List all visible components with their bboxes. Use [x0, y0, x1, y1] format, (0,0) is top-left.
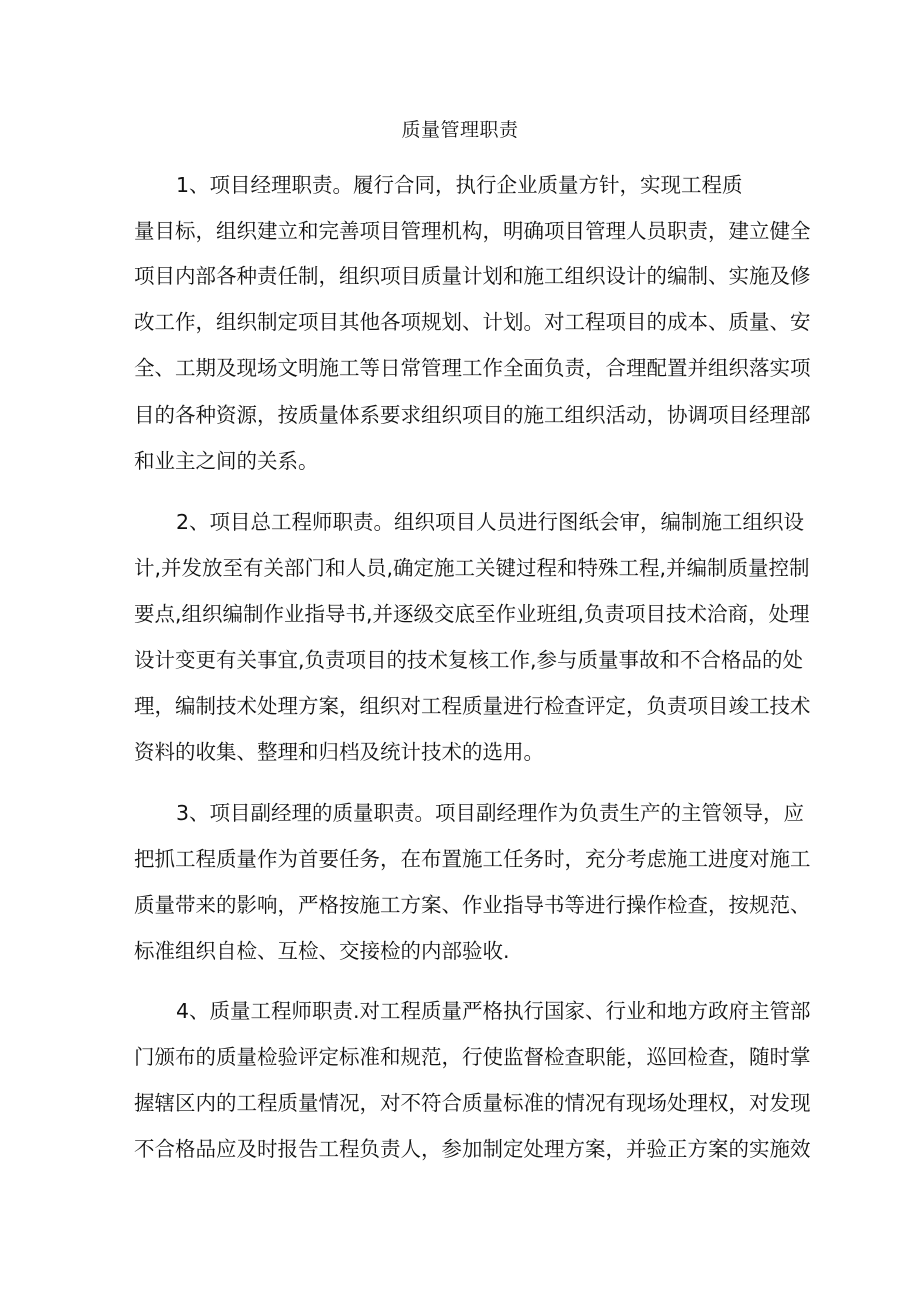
paragraph-2-line-1: 2、项目总工程师职责。组织项目人员进行图纸会审，编制施工组织设	[176, 510, 805, 534]
paragraph-4-line-2: 门颁布的质量检验评定标准和规范，行使监督检查职能，巡回检查，随时掌	[134, 1045, 811, 1069]
paragraph-1-line-1: 1、项目经理职责。履行合同，执行企业质量方针，实现工程质	[176, 173, 743, 197]
paragraph-2-line-3: 要点,组织编制作业指导书,并逐级交底至作业班组,负责项目技术洽商，处理	[134, 602, 810, 626]
paragraph-4-line-3: 握辖区内的工程质量情况，对不符合质量标准的情况有现场处理权，对发现	[134, 1091, 811, 1115]
paragraph-3-line-2: 把抓工程质量作为首要任务，在布置施工任务时，充分考虑施工进度对施工	[134, 847, 811, 871]
paragraph-2-line-2: 计,并发放至有关部门和人员,确定施工关键过程和特殊工程,并编制质量控制	[134, 556, 810, 580]
paragraph-1-line-2: 量目标，组织建立和完善项目管理机构，明确项目管理人员职责，建立健全	[134, 219, 811, 243]
paragraph-1-line-6: 目的各种资源，按质量体系要求组织项目的施工组织活动，协调项目经理部	[134, 403, 811, 427]
paragraph-2-line-6: 资料的收集、整理和归档及统计技术的选用。	[134, 740, 544, 764]
paragraph-1-line-3: 项目内部各种责任制，组织项目质量计划和施工组织设计的编制、实施及修	[134, 264, 811, 288]
page-title: 质量管理职责	[401, 119, 519, 141]
paragraph-1-line-4: 改工作，组织制定项目其他各项规划、计划。对工程项目的成本、质量、安	[134, 310, 811, 334]
paragraph-4-line-4: 不合格品应及时报告工程负责人，参加制定处理方案，并验正方案的实施效	[134, 1137, 811, 1161]
paragraph-1-line-5: 全、工期及现场文明施工等日常管理工作全面负责，合理配置并组织落实项	[134, 356, 811, 380]
paragraph-3-line-1: 3、项目副经理的质量职责。项目副经理作为负责生产的主管领导，应	[176, 801, 805, 825]
paragraph-4-line-1: 4、质量工程师职责.对工程质量严格执行国家、行业和地方政府主管部	[176, 999, 811, 1023]
paragraph-2-line-4: 设计变更有关事宜,负责项目的技术复核工作,参与质量事故和不合格品的处	[134, 648, 804, 672]
paragraph-2-line-5: 理，编制技术处理方案，组织对工程质量进行检查评定，负责项目竣工技术	[134, 694, 811, 718]
paragraph-1-line-7: 和业主之间的关系。	[134, 449, 319, 473]
paragraph-3-line-3: 质量带来的影响，严格按施工方案、作业指导书等进行操作检查，按规范、	[134, 893, 811, 917]
paragraph-3-line-4: 标准组织自检、互检、交接检的内部验收.	[134, 939, 510, 963]
